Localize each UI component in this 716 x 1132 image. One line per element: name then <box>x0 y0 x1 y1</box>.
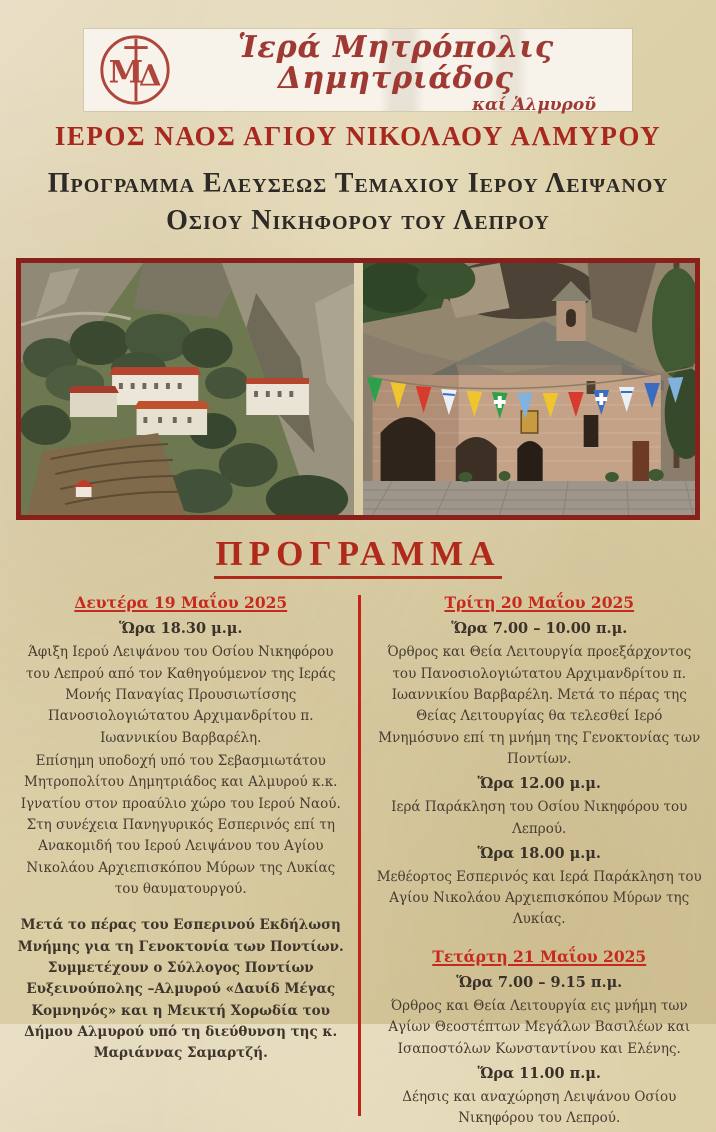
header-banner <box>84 29 632 115</box>
schedule-column-monday <box>8 591 358 1132</box>
monastery-photo <box>21 263 354 515</box>
program-heading-wrap <box>0 534 716 579</box>
date-heading-wednesday: Τετάρτη 21 Μαΐου 2025 <box>432 946 647 966</box>
logo-letter-m: Μ <box>108 54 144 91</box>
schedule-entry: Επίσημη υποδοχή υπό του Σεβασμιωτάτου Μητροπολίτου Δημητριάδος και Αλμυρού κ.κ. Ιγνατίου στον προαύλιο χώρο του Ιερού Ναού. Στη συνέχεια Πανηγυρικός Εσπερινός επί τη Ανακομιδή του Ιερού Λειψάνου του Αγίου Νικολάου Αρχιεπισκόπου Μύρων της Λυκίας του θαυματουργού. <box>20 752 341 897</box>
metropolis-logo-icon <box>96 31 174 109</box>
church-title: ΙΕΡΟΣ ΝΑΟΣ ΑΓΙΟΥ ΝΙΚΟΛΑΟΥ ΑΛΜΥΡΟΥ <box>54 121 662 151</box>
schedule-column-tuesday-wednesday <box>361 591 709 1132</box>
time-label: Ὥρα 11.00 π.μ. <box>477 1065 601 1083</box>
schedule-entry: Μεθέορτος Εσπερινός και Ιερά Παράκληση του Αγίου Νικολάου Αρχιεπισκόπου Μύρων της Λυκίας. <box>376 868 702 928</box>
schedule-columns <box>8 591 708 1132</box>
schedule-entry: Δέησις και αναχώρηση Λειψάνου Οσίου Νικηφόρου του Λεπρού. <box>402 1089 677 1127</box>
date-heading-monday: Δευτέρα 19 Μαΐου 2025 <box>74 592 288 612</box>
banner-text <box>174 26 632 115</box>
logo-letter-d: Δ <box>138 58 162 93</box>
event-title-line2: Οσίου Νικηφόρου του Λεπρού <box>166 204 550 236</box>
event-title <box>0 166 716 240</box>
schedule-entry: Όρθρος και Θεία Λειτουργία εις μνήμη των Αγίων Θεοστέπτων Μεγάλων Βασιλέων και Ισαποστόλων Κωνσταντίνου και Ελένης. <box>388 998 691 1057</box>
time-label: Ὥρα 18.30 μ.μ. <box>119 620 243 638</box>
schedule-entry: Άφιξη Ιερού Λειψάνου του Οσίου Νικηφόρου του Λεπρού από τον Καθηγούμενον της Ιεράς Μονής Παναγίας Προυσιωτίσσης Πανοσιολογιώτατου Αρχιμανδρίτου π. Ιωαννικίου Βαρβαρέλη. <box>25 644 336 746</box>
metropolis-subtitle: καί Ἁλμυροῦ <box>472 94 596 115</box>
date-heading-tuesday: Τρίτη 20 Μαΐου 2025 <box>444 592 635 612</box>
program-heading: ΠΡΟΓΡΑΜΜΑ <box>214 534 503 579</box>
memorial-event-note: Μετά το πέρας του Εσπερινού Εκδήλωση Μνήμης για τη Γενοκτονία των Ποντίων. Συμμετέχουν ο Σύλλογος Ποντίων Ευξεινούπολης –Αλμυρού «Δαυίδ Μέγας Κομνηνός» και η Μεικτή Χορωδία του Δήμου Αλμυρού υπό τη διεύθυνση της κ. Μαριάννας Σαμαρτζή. <box>17 917 344 1062</box>
event-title-line1: Πρόγραμμα Ελεύσεως Τεμαχίου Ιερού Λειψάνου <box>47 168 669 199</box>
time-label: Ὥρα 18.00 μ.μ. <box>477 844 601 862</box>
photo-strip <box>16 258 700 520</box>
church-photo <box>363 263 695 515</box>
schedule-entry: Ιερά Παράκληση του Οσίου Νικηφόρου του Λεπρού. <box>391 799 688 837</box>
schedule-entry: Όρθρος και Θεία Λειτουργία προεξάρχοντος του Πανοσιολογιώτατου Αρχιμανδρίτου π. Ιωαννικίου Βαρβαρέλη. Μετά το πέρας της Θείας Λειτουργίας θα τελεσθεί Ιερό Μνημόσυνο επί τη μνήμη της Γενοκτονίας των Ποντίων. <box>378 644 701 767</box>
metropolis-title: Ἱερά Μητρόπολις Δημητριάδος <box>237 29 555 96</box>
time-label: Ὥρα 7.00 – 9.15 π.μ. <box>456 974 623 992</box>
time-label: Ὥρα 7.00 – 10.00 π.μ. <box>451 620 628 638</box>
time-label: Ὥρα 12.00 μ.μ. <box>477 775 601 793</box>
